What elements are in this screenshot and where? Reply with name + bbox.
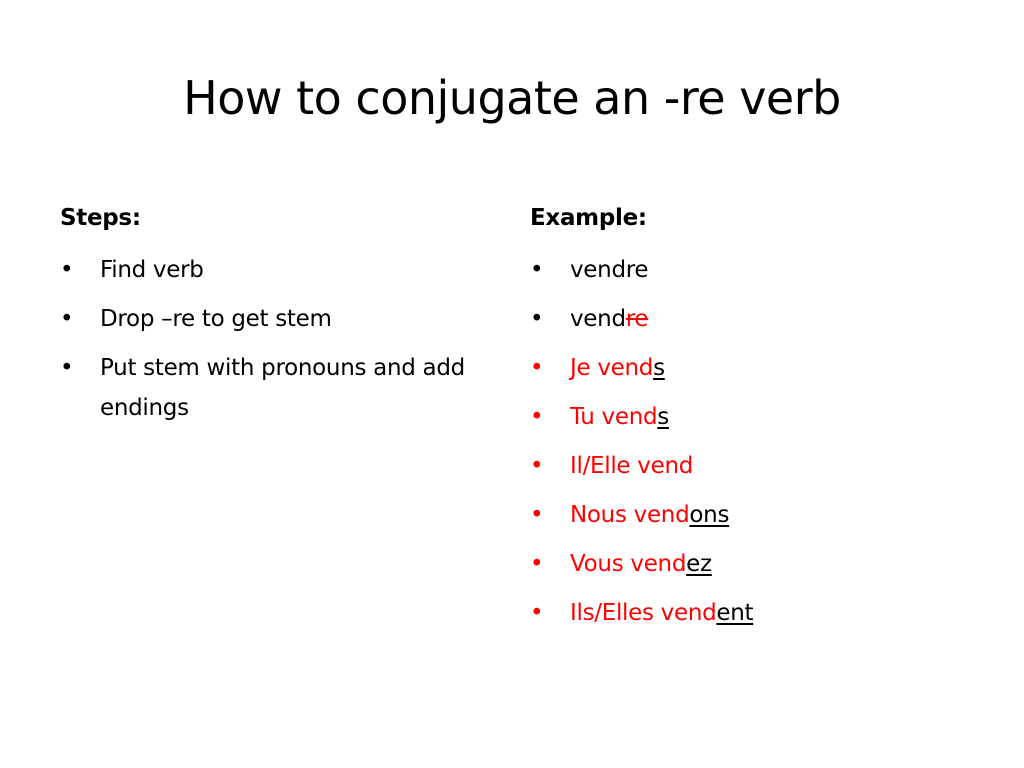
bullet-icon: • <box>530 404 544 430</box>
example-main: Nous vend <box>570 502 690 528</box>
bullet-icon: • <box>530 306 544 332</box>
example-list <box>530 250 970 633</box>
example-main: vendre <box>570 257 649 283</box>
bullet-icon: • <box>530 502 544 528</box>
list-item <box>530 299 970 339</box>
list-item <box>530 544 970 584</box>
example-main: Il/Elle vend <box>570 453 694 479</box>
list-item <box>530 250 970 290</box>
step-text: Find verb <box>100 257 204 283</box>
list-item <box>530 397 970 437</box>
bullet-icon: • <box>60 306 74 332</box>
slide-title: How to conjugate an -re verb <box>183 71 841 125</box>
bullet-icon: • <box>530 453 544 479</box>
example-main: Vous vend <box>570 551 687 577</box>
example-main: vend <box>570 306 626 332</box>
verb-ending: s <box>657 404 669 430</box>
dropped-ending: re <box>625 306 649 332</box>
list-item <box>530 446 970 486</box>
example-main: Tu vend <box>570 404 658 430</box>
steps-heading: Steps: <box>60 205 141 231</box>
bullet-icon: • <box>60 355 74 381</box>
bullet-icon: • <box>530 551 544 577</box>
bullet-icon: • <box>530 600 544 626</box>
list-item <box>530 593 970 633</box>
list-item <box>60 299 505 339</box>
step-text: Drop –re to get stem <box>100 306 332 332</box>
bullet-icon: • <box>530 355 544 381</box>
bullet-icon: • <box>60 257 74 283</box>
verb-ending: s <box>653 355 665 381</box>
list-item <box>60 250 505 290</box>
step-text: Put stem with pronouns and add endings <box>100 355 465 421</box>
list-item <box>60 348 505 428</box>
verb-ending: ons <box>689 502 730 528</box>
steps-list <box>60 250 505 428</box>
steps-column <box>60 196 505 437</box>
example-heading: Example: <box>530 205 647 231</box>
example-column <box>530 196 970 642</box>
example-main: Je vend <box>570 355 654 381</box>
example-main: Ils/Elles vend <box>570 600 717 626</box>
verb-ending: ent <box>716 600 754 626</box>
list-item <box>530 348 970 388</box>
list-item <box>530 495 970 535</box>
verb-ending: ez <box>686 551 712 577</box>
bullet-icon: • <box>530 257 544 283</box>
